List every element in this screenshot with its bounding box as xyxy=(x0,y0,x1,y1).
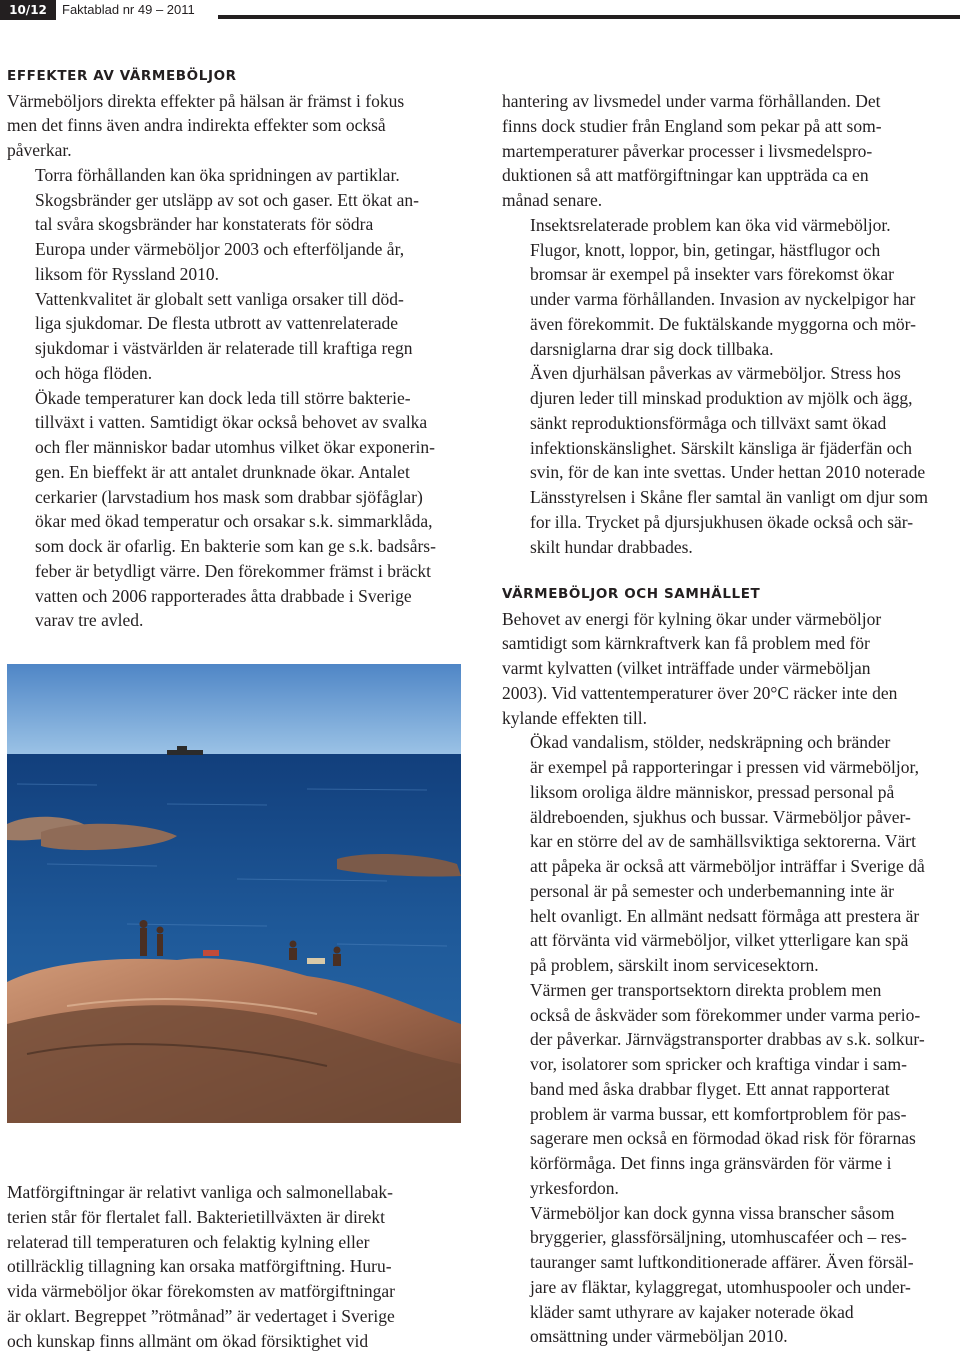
text-line: terien står för flertalet fall. Bakterietillväxten är direkt xyxy=(7,1206,386,1227)
text-line: månad senare. xyxy=(502,190,603,210)
text-line: djuren leder till minskad produktion av mjölk och ägg, xyxy=(530,388,913,408)
text-line: och kunskap finns allmänt om ökad försiktighet vid xyxy=(7,1330,369,1351)
text-line: men det finns även andra indirekta effekter som också xyxy=(7,115,386,136)
text-line: liksom för Ryssland 2010. xyxy=(35,263,220,284)
text-line: och fler människor badar utomhus vilket ökar exponerin- xyxy=(35,437,435,458)
text-line: varav tre avled. xyxy=(35,610,144,631)
header-rule xyxy=(218,15,960,19)
text-line: bryggerier, glassförsäljning, utomhuscaféer och – res- xyxy=(530,1227,907,1248)
right-paragraph-7 xyxy=(502,1201,956,1350)
text-line: helt ovanligt. En allmänt nedsatt förmåga att prestera är xyxy=(530,905,920,926)
text-line: som dock är ofarlig. En bakterie som kan ge s.k. badsårs- xyxy=(35,536,436,557)
text-line: liga sjukdomar. De flesta utbrott av vattenrelaterade xyxy=(35,313,398,334)
text-line: Matförgiftningar är relativt vanliga och salmonellabak- xyxy=(7,1182,393,1202)
text-line: vor, isolatorer som spricker och kraftiga vindar i sam- xyxy=(530,1054,907,1075)
text-line: Skogsbränder ger utsläpp av sot och gaser. Ett ökat an- xyxy=(35,189,419,210)
right-paragraph-5 xyxy=(502,730,956,978)
text-line: bromsar är exempel på insekter vars förekomst ökar xyxy=(530,264,894,285)
left-paragraph-4 xyxy=(7,386,461,634)
text-line: är exempel på rapporteringar i pressen vid värmeböljor, xyxy=(530,757,920,778)
right-column xyxy=(502,89,956,559)
text-line: vatten och 2006 rapporterades åtta drabbade i Sverige xyxy=(35,585,412,606)
text-line: ökar med ökad temperatur och orsakar s.k. simmarklåda, xyxy=(35,511,433,532)
text-line: Även djurhälsan påverkas av värmeböljor. Stress hos xyxy=(530,363,901,384)
right-paragraph-2 xyxy=(502,213,956,362)
text-line: feber är betydligt värre. Den förekommer främst i bräckt xyxy=(35,560,432,581)
coastal-photo xyxy=(7,664,461,1123)
right-paragraph-6 xyxy=(502,978,956,1201)
text-line: hantering av livsmedel under varma förhållanden. Det xyxy=(502,91,881,111)
text-line: relaterad till temperaturen och felaktig kylning eller xyxy=(7,1231,370,1252)
text-line: personal är på semester och underbemanning inte är xyxy=(530,880,894,901)
text-line: Värmeböljor kan dock gynna vissa branscher såsom xyxy=(530,1202,895,1223)
text-line: liksom oroliga äldre människor, pressad personal på xyxy=(530,781,895,802)
left-paragraph-5 xyxy=(7,1180,461,1353)
text-line: 2003). Vid vattentemperaturer över 20°C räcker inte den xyxy=(502,682,898,703)
text-line: kar en större del av de samhällsviktiga sektorerna. Värt xyxy=(530,831,916,852)
text-line: kylande effekten till. xyxy=(502,707,647,728)
text-line: finns dock studier från England som pekar på att som- xyxy=(502,115,882,136)
text-line: tillväxt i vatten. Samtidigt ökar också behovet av svalka xyxy=(35,412,428,433)
text-line: skilt hundar drabbades. xyxy=(530,536,693,557)
right-column-society xyxy=(502,582,956,1349)
text-line: problem är varma bussar, ett komfortproblem för pas- xyxy=(530,1103,907,1124)
text-line: också de åskväder som förekommer under varma perio- xyxy=(530,1004,921,1025)
text-line: äldreboenden, sjukhus och bussar. Värmeböljor påver- xyxy=(530,806,911,827)
right-paragraph-3 xyxy=(502,361,956,559)
text-line: for illa. Trycket på djursjukhusen ökade också och sär- xyxy=(530,511,914,532)
page-header xyxy=(0,0,960,22)
left-paragraph-3 xyxy=(7,287,461,386)
right-paragraph-1 xyxy=(502,89,956,213)
text-line: band med åska drabbar flyget. Ett annat rapporterat xyxy=(530,1078,890,1099)
text-line: jare av fläktar, kylaggregat, utomhuspooler och under- xyxy=(530,1276,911,1297)
text-line: varmt kylvatten (vilket inträffade under värmeböljan xyxy=(502,658,871,679)
text-line: duktionen så att matförgiftningar kan uppträda ca en xyxy=(502,165,869,186)
left-column-bottom xyxy=(7,1180,461,1353)
page-number: 10/12 xyxy=(0,0,56,20)
left-paragraph-1 xyxy=(7,89,461,163)
section-heading-society: VÄRMEBÖLJOR OCH SAMHÄLLET xyxy=(502,586,761,602)
text-line: att förvänta vid värmeböljor, vilket ytterligare kan spä xyxy=(530,930,909,951)
text-line: Europa under värmeböljor 2003 och efterföljande år, xyxy=(35,239,405,260)
text-line: der påverkar. Järnvägstransporter drabbas av s.k. solkur- xyxy=(530,1029,925,1050)
text-line: Torra förhållanden kan öka spridningen av partiklar. xyxy=(35,164,400,185)
text-line: darsniglarna drar sig dock tillbaka. xyxy=(530,338,774,359)
text-line: Insektsrelaterade problem kan öka vid värmeböljor. xyxy=(530,214,891,235)
text-line: vida värmeböljor ökar förekomsten av matförgiftningar xyxy=(7,1281,395,1301)
text-line: sagerare men också en förmodad ökad risk för förarnas xyxy=(530,1128,916,1149)
text-line: Värmen ger transportsektorn direkta problem men xyxy=(530,979,882,1000)
publication-title: Faktablad nr 49 – 2011 xyxy=(62,2,195,17)
text-line: tauranger samt luftkonditionerade affärer. Även försäl- xyxy=(530,1252,914,1273)
text-line: gen. En bieffekt är att antalet drunknade ökar. Antalet xyxy=(35,461,410,482)
right-paragraph-4 xyxy=(502,607,956,731)
text-line: är oklart. Begreppet ”rötmånad” är vedertaget i Sverige xyxy=(7,1305,395,1326)
text-line: omsättning under värmeböljan 2010. xyxy=(530,1326,788,1347)
text-line: Ökad vandalism, stölder, nedskräpning och bränder xyxy=(530,732,891,753)
text-line: cerkarier (larvstadium hos mask som drabbar sjöfåglar) xyxy=(35,486,423,507)
section-heading-effects: EFFEKTER AV VÄRMEBÖLJOR xyxy=(7,68,237,84)
text-line: även förekommit. De fuktälskande myggorna och mör- xyxy=(530,313,916,334)
text-line: körförmåga. Det finns inga gränsvärden för värme i xyxy=(530,1153,892,1174)
text-line: svin, för de kan inte svettas. Under hettan 2010 noterade xyxy=(530,462,926,483)
left-column-top xyxy=(7,64,461,633)
text-line: infektionskänslighet. Särskilt känsliga är fjäderfän och xyxy=(530,437,912,458)
text-line: Flugor, knott, loppor, bin, getingar, hästflugor och xyxy=(530,239,881,260)
text-line: tal svåra skogsbränder har konstaterats för södra xyxy=(35,214,374,235)
text-line: sjukdomar i västvärlden är relaterade till kraftiga regn xyxy=(35,338,413,359)
text-line: Behovet av energi för kylning ökar under värmeböljor xyxy=(502,608,882,629)
text-line: sänkt reproduktionsförmåga och tillväxt samt ökad xyxy=(530,412,887,433)
text-line: Värmeböljors direkta effekter på hälsan är främst i fokus xyxy=(7,90,405,111)
text-line: otillräcklig tillagning kan orsaka matförgiftning. Huru- xyxy=(7,1256,392,1277)
text-line: samtidigt som kärnkraftverk kan få problem med för xyxy=(502,633,870,654)
left-paragraph-2 xyxy=(7,163,461,287)
text-line: under varma förhållanden. Invasion av nyckelpigor har xyxy=(530,289,916,309)
text-line: Vattenkvalitet är globalt sett vanliga orsaker till död- xyxy=(35,288,404,309)
text-line: yrkesfordon. xyxy=(530,1177,619,1198)
text-line: martemperaturer påverkar processer i livsmedelspro- xyxy=(502,140,873,161)
text-line: och höga flöden. xyxy=(35,362,153,383)
text-line: Länsstyrelsen i Skåne fler samtal än vanligt om djur som xyxy=(530,487,929,507)
text-line: att påpeka är också att värmeböljor inträffar i Sverige då xyxy=(530,856,925,877)
text-line: på problem, särskilt inom servicesektorn. xyxy=(530,955,819,976)
text-line: kläder samt uthyrare av kajaker noterade ökad xyxy=(530,1301,854,1322)
text-line: Ökade temperaturer kan dock leda till större bakterie- xyxy=(35,387,411,408)
text-line: påverkar. xyxy=(7,140,72,161)
